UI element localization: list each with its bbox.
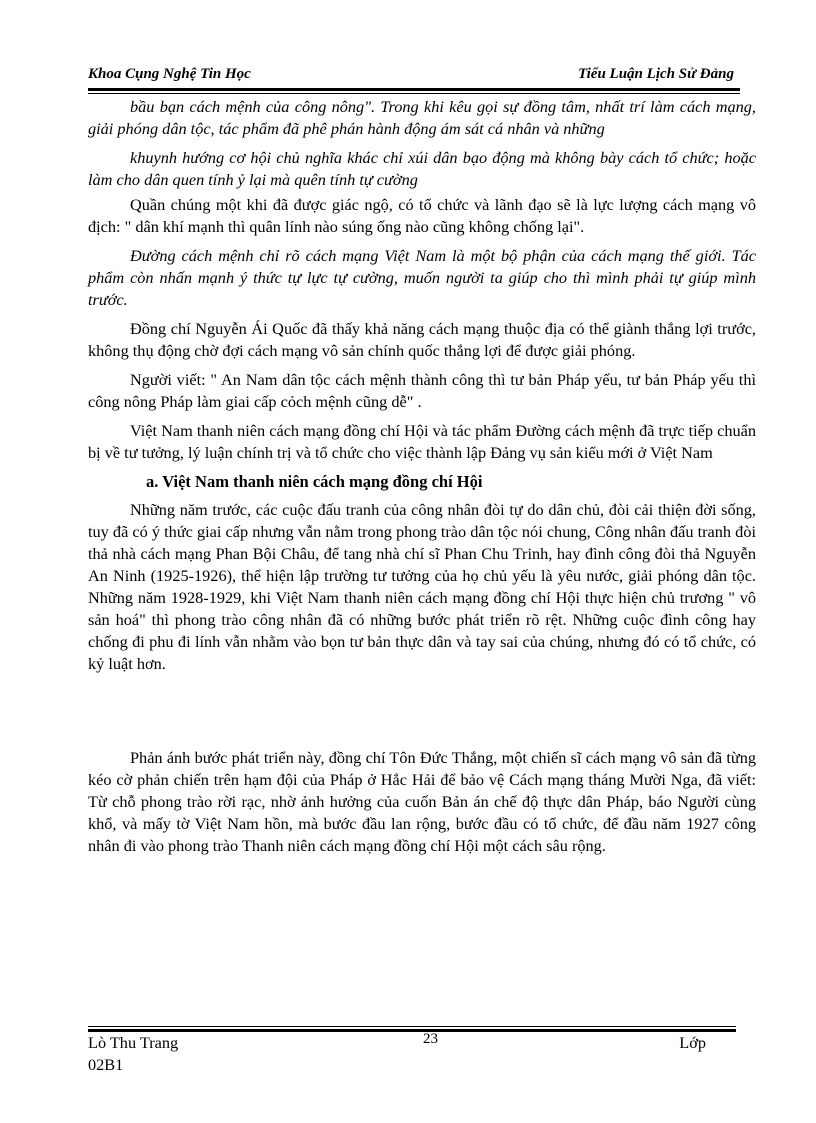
page-number: 23 [423,1031,438,1047]
paragraph-5: Đồng chí Nguyễn Ái Quốc đã thấy khả năng cách mạng thuộc địa có thể giành thắng lợi trước, không thụ động chờ đợi cách mạng vô sản chính quốc thắng lợi để được giải phóng. [88,319,756,360]
paragraph-8: Những năm trước, các cuộc đấu tranh của công nhân đòi tự do dân chủ, đòi cải thiện đời sống, tuy đã có ý thức giai cấp nhưng vẫn nằm trong phong trào dân tộc nói chung, Công nhân đấu tranh đòi thả nhà cách mạng Phan Bội Châu, để tang nhà chí sĩ Phan Chu Trinh, hay đình công đòi thả Nguyễn An Ninh (1925-1926), thể hiện lập trường tư tưởng của họ chủ yếu là yêu nước, giải phóng dân tộc. Những năm 1928-1929, khi Việt Nam thanh niên cách mạng đồng chí Hội thực hiện chủ trương " vô sản hoá" thì phong trào công nhân đã có những bước phát triển rõ rệt. Những cuộc đình công hay chống đi phu đi lính vẫn nhằm vào bọn tư bản thực dân và tay sai của chúng, nhưng đó có tổ chức, có kỷ luật hơn. [88,500,756,673]
document-body [88,96,756,864]
paragraph-1: bầu bạn cách mệnh của công nông". Trong khi kêu gọi sự đồng tâm, nhất trí làm cách mạng, giải phóng dân tộc, tác phẩm đã phê phán hành động ám sát cá nhân và những [88,97,756,138]
paragraph-6: Người viết: " An Nam dân tộc cách mệnh thành công thì tư bản Pháp yếu, tư bản Pháp yếu thì công nông Pháp làm giai cấp cỏch mệnh cũng dễ" . [88,370,756,411]
header-rule-thin [88,93,740,94]
section-heading: a. Việt Nam thanh niên cách mạng đồng chí Hội [146,472,483,491]
footer-rule-thin [88,1026,736,1027]
paragraph-2: khuynh hướng cơ hội chủ nghĩa khác chỉ xúi dân bạo động mà không bày cách tổ chức; hoặc làm cho dân quen tính ỷ lại mà quên tính tự cường [88,148,756,189]
paragraph-9: Phản ánh bước phát triển này, đồng chí Tôn Đức Thắng, một chiến sĩ cách mạng vô sản đã từng kéo cờ phản chiến trên hạm đội của Pháp ở Hắc Hải để bảo vệ Cách mạng tháng Mười Nga, đã viết: Từ chỗ phong trào rời rạc, nhờ ảnh hưởng của cuốn Bản án chế độ thực dân Pháp, báo Người cùng khổ, và mấy tờ Việt Nam hồn, mà bước đầu lan rộng, bước đầu có tổ chức, để đầu năm 1927 công nhân đi vào phong trào Thanh niên cách mạng đồng chí Hội một cách sâu rộng. [88,748,756,855]
footer-class-label: Lớp [679,1033,706,1052]
paragraph-7: Việt Nam thanh niên cách mạng đồng chí Hội và tác phẩm Đường cách mệnh đã trực tiếp chuẩn bị về tư tưởng, lý luận chính trị và tổ chức cho việc thành lập Đảng vụ sản kiểu mới ở Việt Nam [88,421,756,462]
paragraph-3: Quần chúng một khi đã được giác ngộ, có tổ chức và lãnh đạo sẽ là lực lượng cách mạng vô địch: " dân khí mạnh thì quân lính nào súng ống nào cũng không chống lại". [88,195,756,236]
footer-author: Lò Thu Trang [88,1033,179,1052]
page-header [88,66,740,88]
page-footer [88,1032,706,1082]
header-document-title: Tiểu Luận Lịch Sử Đảng [578,66,734,82]
paragraph-4: Đường cách mệnh chỉ rõ cách mạng Việt Nam là một bộ phận của cách mạng thế giới. Tác phẩm còn nhấn mạnh ý thức tự lực tự cường, muốn người ta giúp cho thì mình phải tự giúp mình trước. [88,246,756,309]
header-faculty: Khoa Cụng Nghệ Tin Học [88,66,251,82]
footer-class-code: 02B1 [88,1055,124,1074]
header-rule-thick [88,88,740,91]
